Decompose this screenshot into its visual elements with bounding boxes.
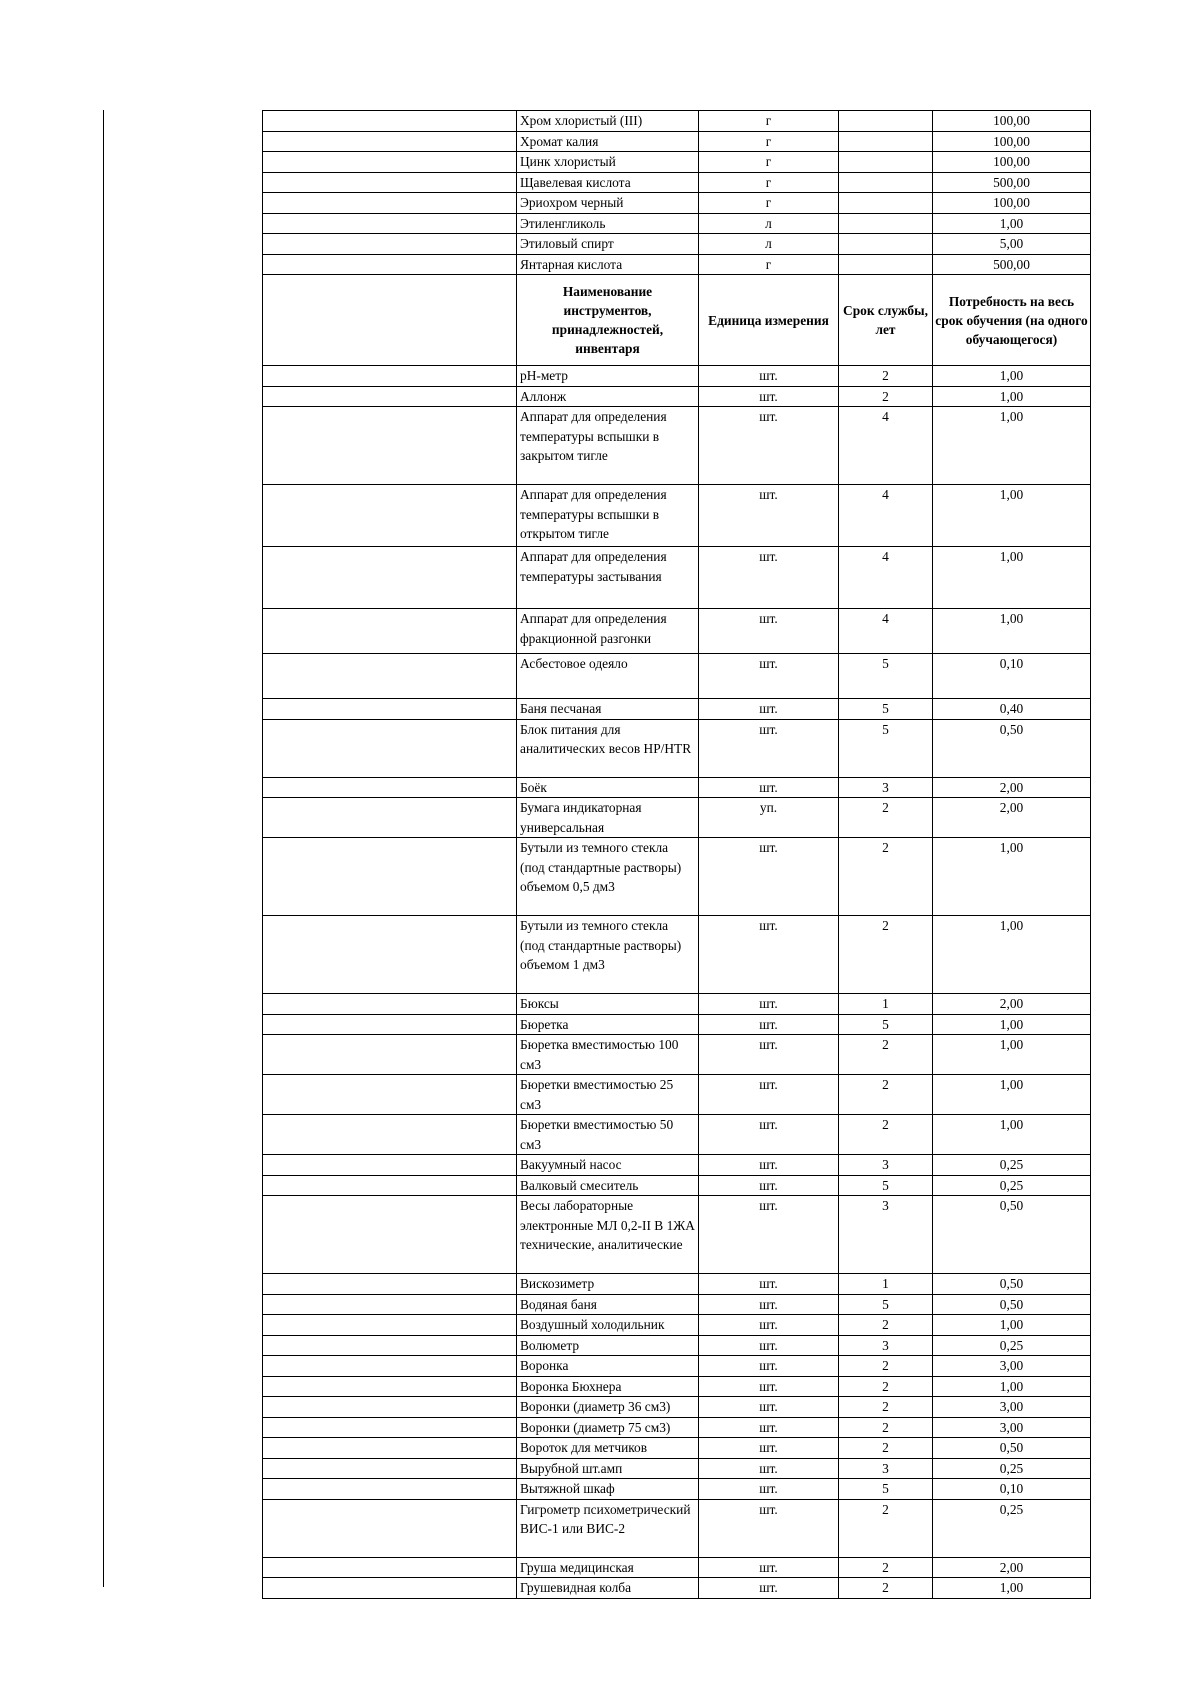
instrument-row bbox=[263, 1196, 1091, 1274]
instrument-row bbox=[263, 485, 1091, 547]
item-unit: шт. bbox=[699, 994, 839, 1015]
item-unit: шт. bbox=[699, 1274, 839, 1295]
instrument-row bbox=[263, 366, 1091, 387]
item-name: Валковый смеситель bbox=[517, 1175, 699, 1196]
header-name: Наименование инструментов, принадлежностей, инвентаря bbox=[517, 275, 699, 366]
item-service-life: 2 bbox=[839, 838, 933, 916]
blank-cell bbox=[263, 1479, 517, 1500]
blank-cell bbox=[263, 719, 517, 777]
blank-cell bbox=[263, 131, 517, 152]
item-requirement: 0,10 bbox=[933, 1479, 1091, 1500]
item-requirement: 0,40 bbox=[933, 699, 1091, 720]
item-service-life: 4 bbox=[839, 547, 933, 609]
item-requirement: 3,00 bbox=[933, 1397, 1091, 1418]
item-name: Цинк хлористый bbox=[517, 152, 699, 173]
item-requirement: 1,00 bbox=[933, 1035, 1091, 1075]
item-requirement: 2,00 bbox=[933, 798, 1091, 838]
item-name: Воронка bbox=[517, 1356, 699, 1377]
item-service-life: 2 bbox=[839, 1115, 933, 1155]
item-requirement: 2,00 bbox=[933, 994, 1091, 1015]
chemical-row bbox=[263, 234, 1091, 255]
item-unit: шт. bbox=[699, 777, 839, 798]
item-name: Блок питания для аналитических весов HP/HTR bbox=[517, 719, 699, 777]
blank-cell bbox=[263, 1075, 517, 1115]
blank-cell bbox=[263, 838, 517, 916]
item-requirement: 2,00 bbox=[933, 1557, 1091, 1578]
blank-cell bbox=[263, 111, 517, 132]
item-name: Бутыли из темного стекла (под стандартные растворы) объемом 1 дм3 bbox=[517, 916, 699, 994]
blank-cell bbox=[263, 654, 517, 699]
item-name: Этиловый спирт bbox=[517, 234, 699, 255]
item-unit: шт. bbox=[699, 609, 839, 654]
item-requirement: 0,50 bbox=[933, 719, 1091, 777]
instrument-row bbox=[263, 1578, 1091, 1599]
instrument-row bbox=[263, 838, 1091, 916]
blank-cell bbox=[263, 1035, 517, 1075]
instrument-row bbox=[263, 1458, 1091, 1479]
item-requirement: 1,00 bbox=[933, 386, 1091, 407]
item-unit: г bbox=[699, 172, 839, 193]
item-service-life: 5 bbox=[839, 719, 933, 777]
item-unit: шт. bbox=[699, 1315, 839, 1336]
item-unit: г bbox=[699, 131, 839, 152]
item-name: Воронки (диаметр 75 см3) bbox=[517, 1417, 699, 1438]
blank-cell bbox=[263, 172, 517, 193]
item-requirement: 1,00 bbox=[933, 1075, 1091, 1115]
item-service-life: 5 bbox=[839, 1175, 933, 1196]
header-requirement: Потребность на весь срок обучения (на одного обучающегося) bbox=[933, 275, 1091, 366]
item-requirement: 1,00 bbox=[933, 1014, 1091, 1035]
blank-cell bbox=[263, 1376, 517, 1397]
item-requirement: 1,00 bbox=[933, 838, 1091, 916]
item-service-life: 3 bbox=[839, 1458, 933, 1479]
chemical-row bbox=[263, 152, 1091, 173]
blank-cell bbox=[263, 994, 517, 1015]
instrument-row bbox=[263, 609, 1091, 654]
blank-cell bbox=[263, 1155, 517, 1176]
blank-cell bbox=[263, 152, 517, 173]
blank-cell bbox=[263, 1417, 517, 1438]
chemical-row bbox=[263, 254, 1091, 275]
item-unit: шт. bbox=[699, 1438, 839, 1459]
instrument-row bbox=[263, 1035, 1091, 1075]
item-name: Бюретки вместимостью 25 см3 bbox=[517, 1075, 699, 1115]
item-unit: шт. bbox=[699, 1014, 839, 1035]
item-unit: шт. bbox=[699, 719, 839, 777]
item-service-life: 1 bbox=[839, 1274, 933, 1295]
item-name: Гигрометр психометрический ВИС-1 или ВИС-2 bbox=[517, 1499, 699, 1557]
blank-cell bbox=[263, 609, 517, 654]
item-service-life: 2 bbox=[839, 386, 933, 407]
blank-cell bbox=[263, 1397, 517, 1418]
item-requirement: 0,25 bbox=[933, 1175, 1091, 1196]
item-requirement: 500,00 bbox=[933, 254, 1091, 275]
item-name: Бюретка вместимостью 100 см3 bbox=[517, 1035, 699, 1075]
blank-cell bbox=[263, 1196, 517, 1274]
item-requirement: 0,25 bbox=[933, 1499, 1091, 1557]
item-unit: шт. bbox=[699, 366, 839, 387]
item-service-life: 2 bbox=[839, 1356, 933, 1377]
item-service-life bbox=[839, 193, 933, 214]
item-service-life bbox=[839, 234, 933, 255]
item-unit: шт. bbox=[699, 838, 839, 916]
instrument-row bbox=[263, 654, 1091, 699]
item-requirement: 1,00 bbox=[933, 916, 1091, 994]
item-unit: шт. bbox=[699, 1578, 839, 1599]
column-header-row bbox=[263, 275, 1091, 366]
instrument-row bbox=[263, 1175, 1091, 1196]
item-service-life bbox=[839, 131, 933, 152]
instrument-row bbox=[263, 407, 1091, 485]
blank-cell bbox=[263, 1557, 517, 1578]
item-name: Аппарат для определения температуры вспышки в открытом тигле bbox=[517, 485, 699, 547]
item-name: Хром хлористый (III) bbox=[517, 111, 699, 132]
instrument-row bbox=[263, 994, 1091, 1015]
item-name: Вискозиметр bbox=[517, 1274, 699, 1295]
item-name: Вороток для метчиков bbox=[517, 1438, 699, 1459]
instrument-row bbox=[263, 1499, 1091, 1557]
item-service-life: 4 bbox=[839, 609, 933, 654]
item-name: Воронки (диаметр 36 см3) bbox=[517, 1397, 699, 1418]
item-unit: шт. bbox=[699, 1376, 839, 1397]
header-unit: Единица измерения bbox=[699, 275, 839, 366]
item-name: Щавелевая кислота bbox=[517, 172, 699, 193]
item-requirement: 0,25 bbox=[933, 1335, 1091, 1356]
item-service-life bbox=[839, 111, 933, 132]
item-unit: шт. bbox=[699, 547, 839, 609]
item-service-life: 2 bbox=[839, 1397, 933, 1418]
item-service-life: 5 bbox=[839, 1294, 933, 1315]
item-unit: уп. bbox=[699, 798, 839, 838]
item-service-life: 2 bbox=[839, 1557, 933, 1578]
item-unit: шт. bbox=[699, 485, 839, 547]
instrument-row bbox=[263, 1075, 1091, 1115]
item-requirement: 100,00 bbox=[933, 131, 1091, 152]
blank-cell bbox=[263, 193, 517, 214]
item-service-life: 2 bbox=[839, 798, 933, 838]
item-name: Эриохром черный bbox=[517, 193, 699, 214]
blank-cell bbox=[263, 1315, 517, 1336]
item-unit: шт. bbox=[699, 1335, 839, 1356]
item-name: Бюретки вместимостью 50 см3 bbox=[517, 1115, 699, 1155]
item-name: Вытяжной шкаф bbox=[517, 1479, 699, 1500]
item-requirement: 2,00 bbox=[933, 777, 1091, 798]
item-unit: шт. bbox=[699, 1196, 839, 1274]
item-unit: шт. bbox=[699, 1175, 839, 1196]
item-service-life: 5 bbox=[839, 1479, 933, 1500]
blank-cell bbox=[263, 254, 517, 275]
item-name: Бюксы bbox=[517, 994, 699, 1015]
item-service-life: 2 bbox=[839, 1376, 933, 1397]
instrument-row bbox=[263, 1356, 1091, 1377]
blank-cell bbox=[263, 798, 517, 838]
blank-cell bbox=[263, 1438, 517, 1459]
item-requirement: 100,00 bbox=[933, 111, 1091, 132]
table-body bbox=[263, 111, 1091, 1599]
item-requirement: 1,00 bbox=[933, 1376, 1091, 1397]
instrument-row bbox=[263, 1155, 1091, 1176]
item-unit: шт. bbox=[699, 1557, 839, 1578]
blank-cell bbox=[263, 1115, 517, 1155]
item-name: Весы лабораторные электронные МЛ 0,2-II В 1ЖА технические, аналитические bbox=[517, 1196, 699, 1274]
instrument-row bbox=[263, 1115, 1091, 1155]
item-requirement: 1,00 bbox=[933, 1578, 1091, 1599]
instrument-row bbox=[263, 1479, 1091, 1500]
instrument-row bbox=[263, 1376, 1091, 1397]
item-requirement: 1,00 bbox=[933, 609, 1091, 654]
item-name: Бюретка bbox=[517, 1014, 699, 1035]
item-unit: г bbox=[699, 111, 839, 132]
instrument-row bbox=[263, 916, 1091, 994]
item-name: Грушевидная колба bbox=[517, 1578, 699, 1599]
item-service-life: 5 bbox=[839, 1014, 933, 1035]
chemical-row bbox=[263, 111, 1091, 132]
blank-cell bbox=[263, 1499, 517, 1557]
item-service-life: 4 bbox=[839, 407, 933, 485]
item-name: Бумага индикаторная универсальная bbox=[517, 798, 699, 838]
item-requirement: 3,00 bbox=[933, 1417, 1091, 1438]
item-unit: шт. bbox=[699, 654, 839, 699]
item-service-life: 2 bbox=[839, 1075, 933, 1115]
instrument-row bbox=[263, 1315, 1091, 1336]
item-requirement: 1,00 bbox=[933, 485, 1091, 547]
item-service-life: 3 bbox=[839, 1155, 933, 1176]
blank-cell bbox=[263, 1458, 517, 1479]
item-name: Асбестовое одеяло bbox=[517, 654, 699, 699]
instrument-row bbox=[263, 1438, 1091, 1459]
item-requirement: 0,10 bbox=[933, 654, 1091, 699]
item-service-life: 5 bbox=[839, 699, 933, 720]
item-service-life: 3 bbox=[839, 1196, 933, 1274]
item-unit: шт. bbox=[699, 1356, 839, 1377]
header-service-life: Срок службы, лет bbox=[839, 275, 933, 366]
item-name: Воздушный холодильник bbox=[517, 1315, 699, 1336]
item-unit: л bbox=[699, 234, 839, 255]
item-name: Вырубной шт.амп bbox=[517, 1458, 699, 1479]
instrument-row bbox=[263, 719, 1091, 777]
item-service-life bbox=[839, 152, 933, 173]
item-name: Вакуумный насос bbox=[517, 1155, 699, 1176]
blank-cell bbox=[263, 1014, 517, 1035]
blank-cell bbox=[263, 777, 517, 798]
item-unit: шт. bbox=[699, 1397, 839, 1418]
item-unit: шт. bbox=[699, 407, 839, 485]
item-requirement: 1,00 bbox=[933, 366, 1091, 387]
item-name: Этиленгликоль bbox=[517, 213, 699, 234]
instrument-row bbox=[263, 1274, 1091, 1295]
instrument-row bbox=[263, 777, 1091, 798]
item-requirement: 0,50 bbox=[933, 1438, 1091, 1459]
item-name: Янтарная кислота bbox=[517, 254, 699, 275]
blank-cell bbox=[263, 485, 517, 547]
instrument-row bbox=[263, 798, 1091, 838]
item-unit: шт. bbox=[699, 1155, 839, 1176]
item-service-life bbox=[839, 213, 933, 234]
item-requirement: 1,00 bbox=[933, 213, 1091, 234]
instrument-row bbox=[263, 1557, 1091, 1578]
item-unit: г bbox=[699, 254, 839, 275]
item-service-life bbox=[839, 172, 933, 193]
equipment-table bbox=[262, 110, 1091, 1599]
instrument-row bbox=[263, 1335, 1091, 1356]
blank-cell bbox=[263, 1294, 517, 1315]
item-service-life: 4 bbox=[839, 485, 933, 547]
item-unit: шт. bbox=[699, 1115, 839, 1155]
item-service-life: 2 bbox=[839, 1417, 933, 1438]
item-unit: шт. bbox=[699, 1417, 839, 1438]
item-service-life: 2 bbox=[839, 1499, 933, 1557]
item-unit: шт. bbox=[699, 1499, 839, 1557]
item-requirement: 5,00 bbox=[933, 234, 1091, 255]
item-unit: шт. bbox=[699, 1479, 839, 1500]
item-name: Водяная баня bbox=[517, 1294, 699, 1315]
item-requirement: 0,50 bbox=[933, 1196, 1091, 1274]
item-service-life: 2 bbox=[839, 1315, 933, 1336]
blank-cell bbox=[263, 1356, 517, 1377]
instrument-row bbox=[263, 1397, 1091, 1418]
instrument-row bbox=[263, 1294, 1091, 1315]
item-service-life: 2 bbox=[839, 366, 933, 387]
item-unit: шт. bbox=[699, 1035, 839, 1075]
blank-cell bbox=[263, 1175, 517, 1196]
blank-cell bbox=[263, 916, 517, 994]
item-requirement: 1,00 bbox=[933, 1315, 1091, 1336]
item-name: Баня песчаная bbox=[517, 699, 699, 720]
chemical-row bbox=[263, 172, 1091, 193]
instrument-row bbox=[263, 1014, 1091, 1035]
item-name: Боёк bbox=[517, 777, 699, 798]
item-unit: г bbox=[699, 193, 839, 214]
item-requirement: 3,00 bbox=[933, 1356, 1091, 1377]
item-name: Воронка Бюхнера bbox=[517, 1376, 699, 1397]
chemical-row bbox=[263, 131, 1091, 152]
blank-cell bbox=[263, 234, 517, 255]
blank-cell bbox=[263, 407, 517, 485]
item-service-life: 2 bbox=[839, 1035, 933, 1075]
instrument-row bbox=[263, 1417, 1091, 1438]
instrument-row bbox=[263, 386, 1091, 407]
blank-cell bbox=[263, 275, 517, 366]
item-name: Аллонж bbox=[517, 386, 699, 407]
item-service-life bbox=[839, 254, 933, 275]
item-requirement: 1,00 bbox=[933, 407, 1091, 485]
blank-cell bbox=[263, 699, 517, 720]
chemical-row bbox=[263, 213, 1091, 234]
instrument-row bbox=[263, 547, 1091, 609]
item-name: Аппарат для определения температуры вспышки в закрытом тигле bbox=[517, 407, 699, 485]
item-requirement: 100,00 bbox=[933, 193, 1091, 214]
blank-cell bbox=[263, 1335, 517, 1356]
item-requirement: 0,50 bbox=[933, 1274, 1091, 1295]
item-name: Груша медицинская bbox=[517, 1557, 699, 1578]
item-service-life: 2 bbox=[839, 916, 933, 994]
blank-cell bbox=[263, 547, 517, 609]
left-margin-line bbox=[103, 110, 104, 1587]
blank-cell bbox=[263, 1274, 517, 1295]
blank-cell bbox=[263, 213, 517, 234]
blank-cell bbox=[263, 366, 517, 387]
chemical-row bbox=[263, 193, 1091, 214]
item-requirement: 0,50 bbox=[933, 1294, 1091, 1315]
item-requirement: 100,00 bbox=[933, 152, 1091, 173]
item-unit: шт. bbox=[699, 916, 839, 994]
blank-cell bbox=[263, 386, 517, 407]
item-service-life: 2 bbox=[839, 1578, 933, 1599]
item-unit: шт. bbox=[699, 1075, 839, 1115]
item-unit: шт. bbox=[699, 1458, 839, 1479]
item-requirement: 1,00 bbox=[933, 547, 1091, 609]
item-requirement: 0,25 bbox=[933, 1458, 1091, 1479]
item-name: Хромат калия bbox=[517, 131, 699, 152]
item-name: pH-метр bbox=[517, 366, 699, 387]
item-unit: шт. bbox=[699, 1294, 839, 1315]
item-requirement: 0,25 bbox=[933, 1155, 1091, 1176]
item-name: Волюметр bbox=[517, 1335, 699, 1356]
item-unit: л bbox=[699, 213, 839, 234]
item-unit: шт. bbox=[699, 386, 839, 407]
item-service-life: 1 bbox=[839, 994, 933, 1015]
item-service-life: 5 bbox=[839, 654, 933, 699]
item-name: Аппарат для определения фракционной разгонки bbox=[517, 609, 699, 654]
item-unit: шт. bbox=[699, 699, 839, 720]
instrument-row bbox=[263, 699, 1091, 720]
item-unit: г bbox=[699, 152, 839, 173]
item-service-life: 3 bbox=[839, 1335, 933, 1356]
item-service-life: 3 bbox=[839, 777, 933, 798]
item-requirement: 1,00 bbox=[933, 1115, 1091, 1155]
item-requirement: 500,00 bbox=[933, 172, 1091, 193]
blank-cell bbox=[263, 1578, 517, 1599]
item-service-life: 2 bbox=[839, 1438, 933, 1459]
item-name: Аппарат для определения температуры застывания bbox=[517, 547, 699, 609]
item-name: Бутыли из темного стекла (под стандартные растворы) объемом 0,5 дм3 bbox=[517, 838, 699, 916]
